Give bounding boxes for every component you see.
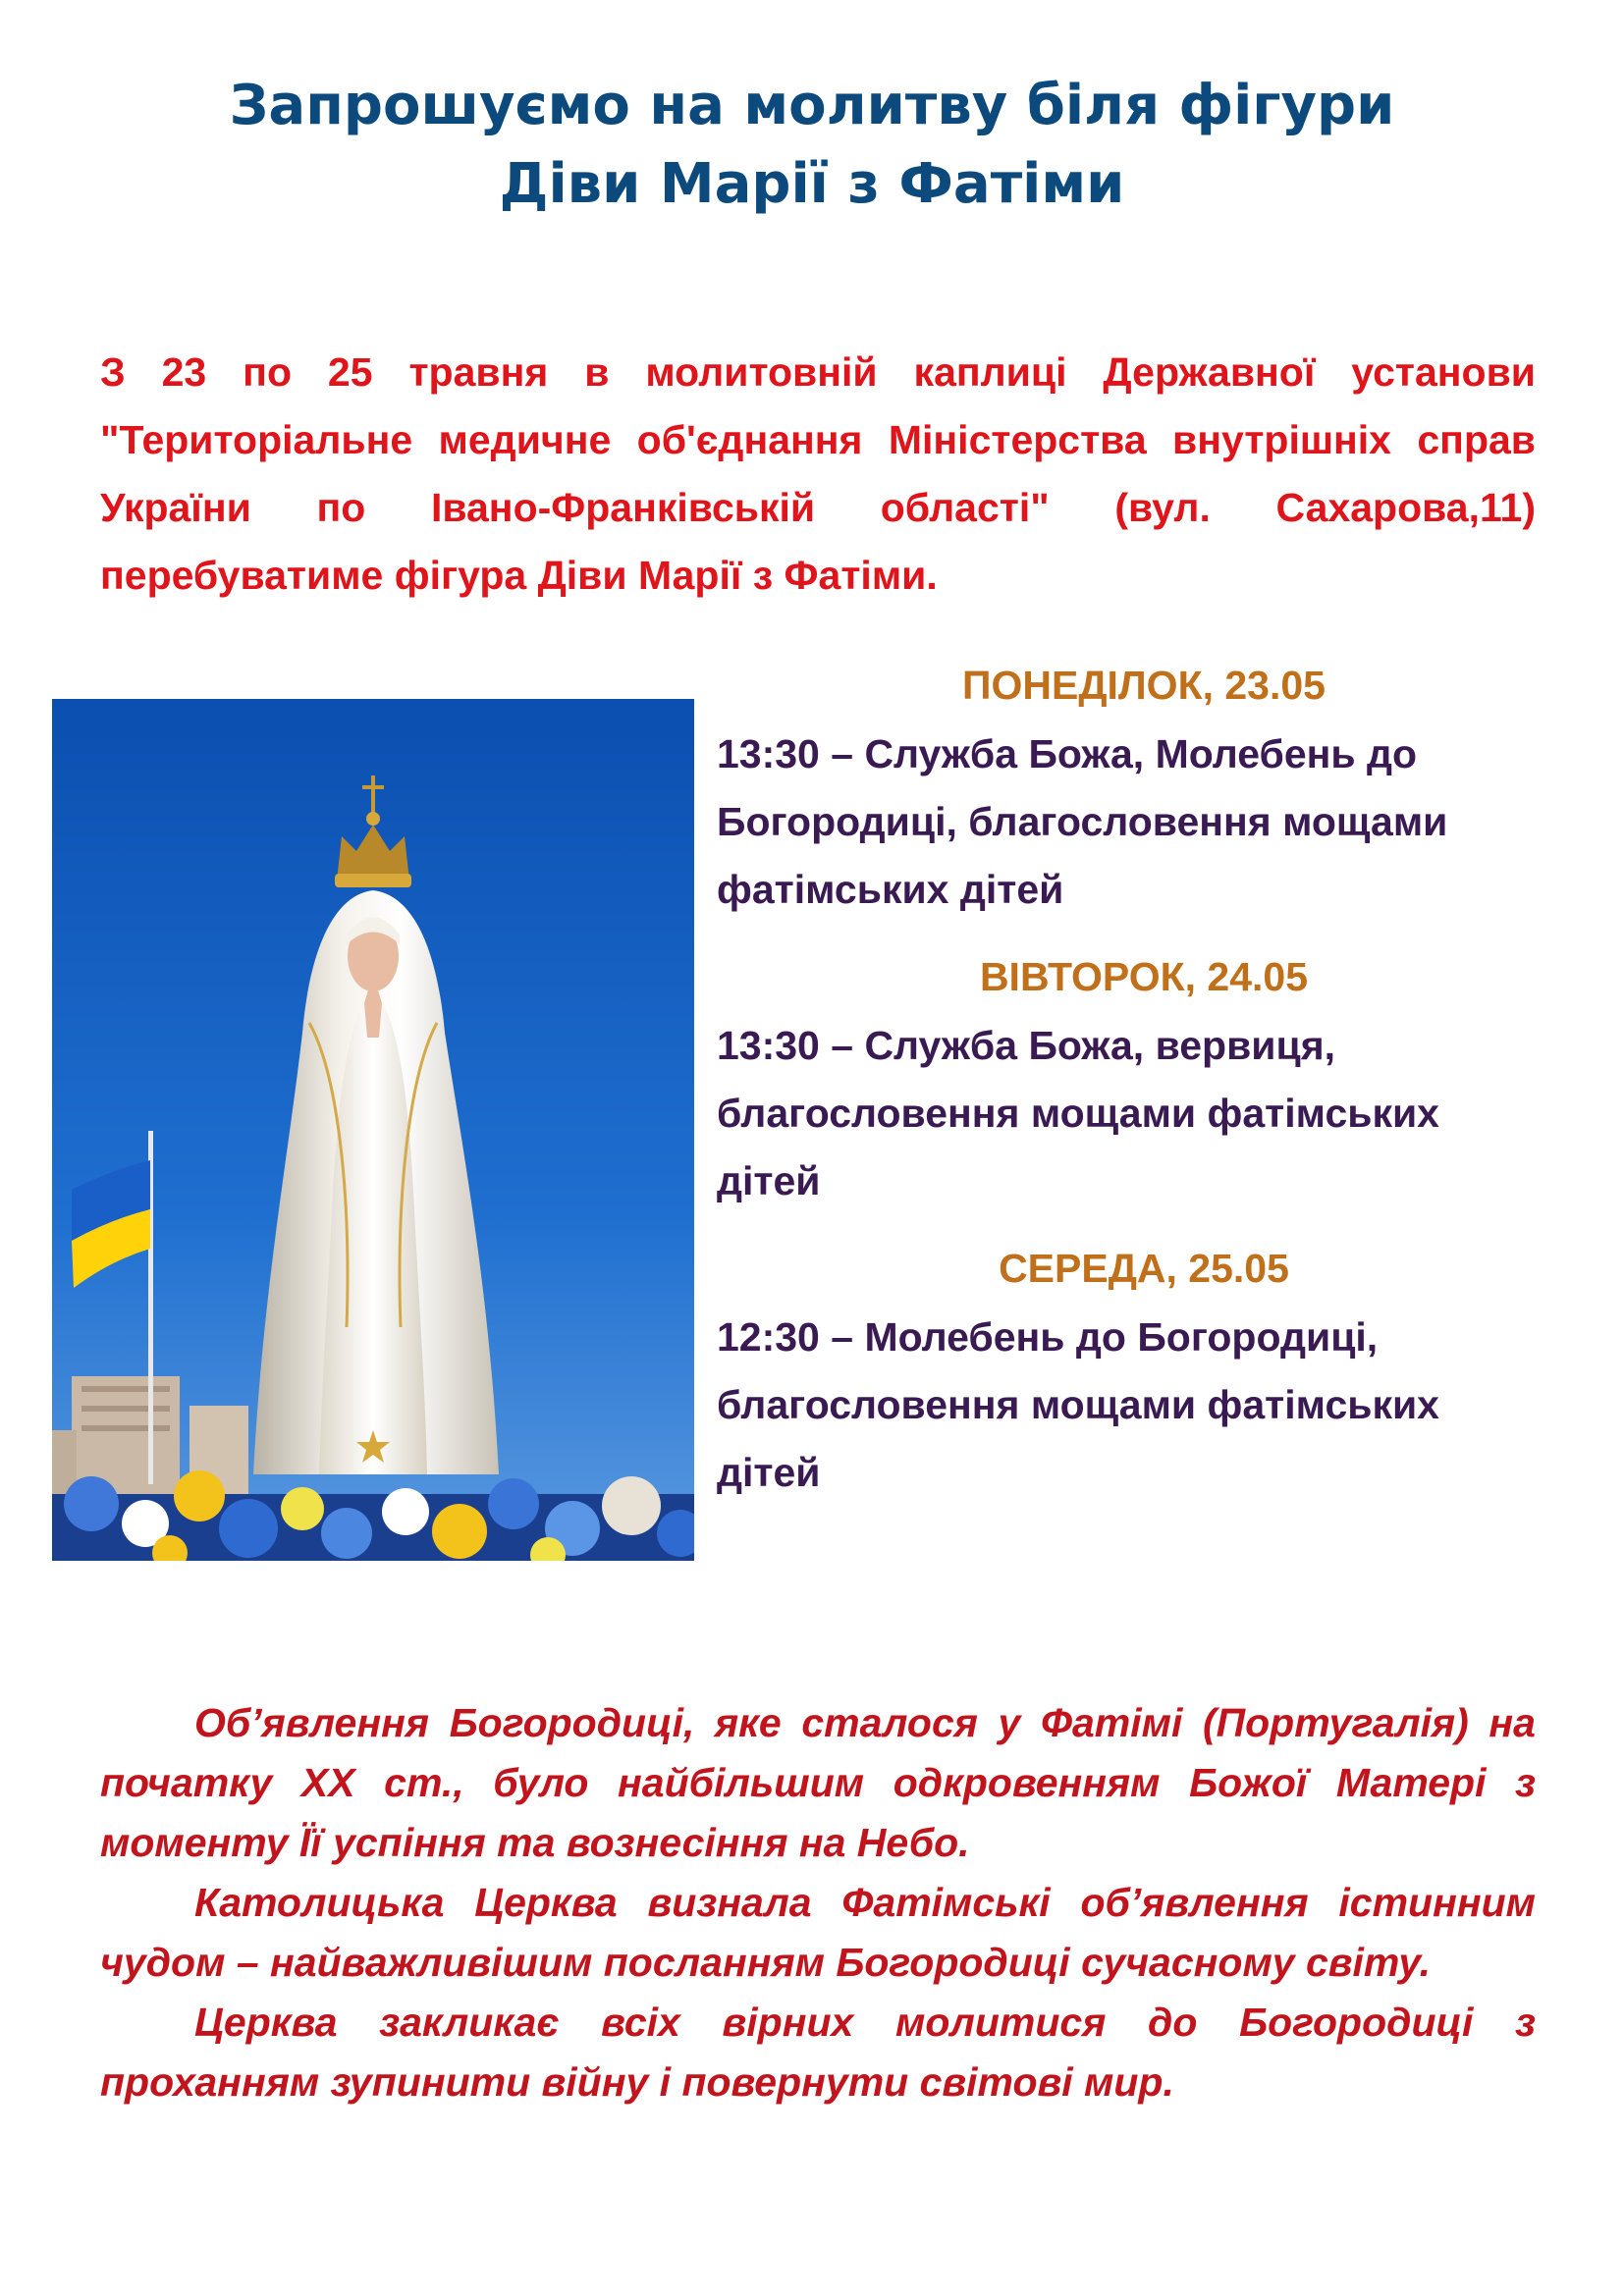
schedule-event-monday: 13:30 – Служба Божа, Молебень до Богородиці, благословення мощами фатімських дітей [717,731,1448,912]
quote-paragraph-3: Церква закликає всіх вірних молитися до Богородиці з проханням зупинити війну і повернути світові мир. [100,2000,1536,2105]
quote-block [100,1693,1536,2112]
schedule-day-monday: ПОНЕДІЛОК, 23.05 [962,663,1326,708]
statue-photo [52,699,694,1561]
title-line-2: Діви Марії з Фатіми [499,152,1125,216]
schedule-event-wednesday: 12:30 – Молебень до Богородиці, благословення мощами фатімських дітей [717,1314,1439,1495]
schedule [717,650,1551,1524]
quote-paragraph-1: Об’явлення Богородиці, яке сталося у Фатімі (Португалія) на початку ХХ ст., було найбільшим одкровенням Божої Матері з моменту Її успіння та вознесіння на Небо. [100,1700,1536,1865]
schedule-event-tuesday: 13:30 – Служба Божа, вервиця, благословення мощами фатімських дітей [717,1023,1439,1203]
schedule-day-wednesday: СЕРЕДА, 25.05 [999,1246,1289,1291]
intro-paragraph: З 23 по 25 травня в молитовній каплиці Державної установи "Територіальне медичне об'єднання Міністерства внутрішніх справ України по Івано-Франківській області" (вул. Сахарова,11) перебуватиме фігура Діви Марії з Фатіми. [100,349,1536,598]
title-line-1: Запрошуємо на молитву біля фігури [229,74,1395,137]
quote-paragraph-2: Католицька Церква визнала Фатімські об’явлення істинним чудом – найважливішим посланням Богородиці сучасному світу. [100,1880,1536,1985]
schedule-day-tuesday: ВІВТОРОК, 24.05 [979,954,1309,999]
page-title [0,67,1624,224]
